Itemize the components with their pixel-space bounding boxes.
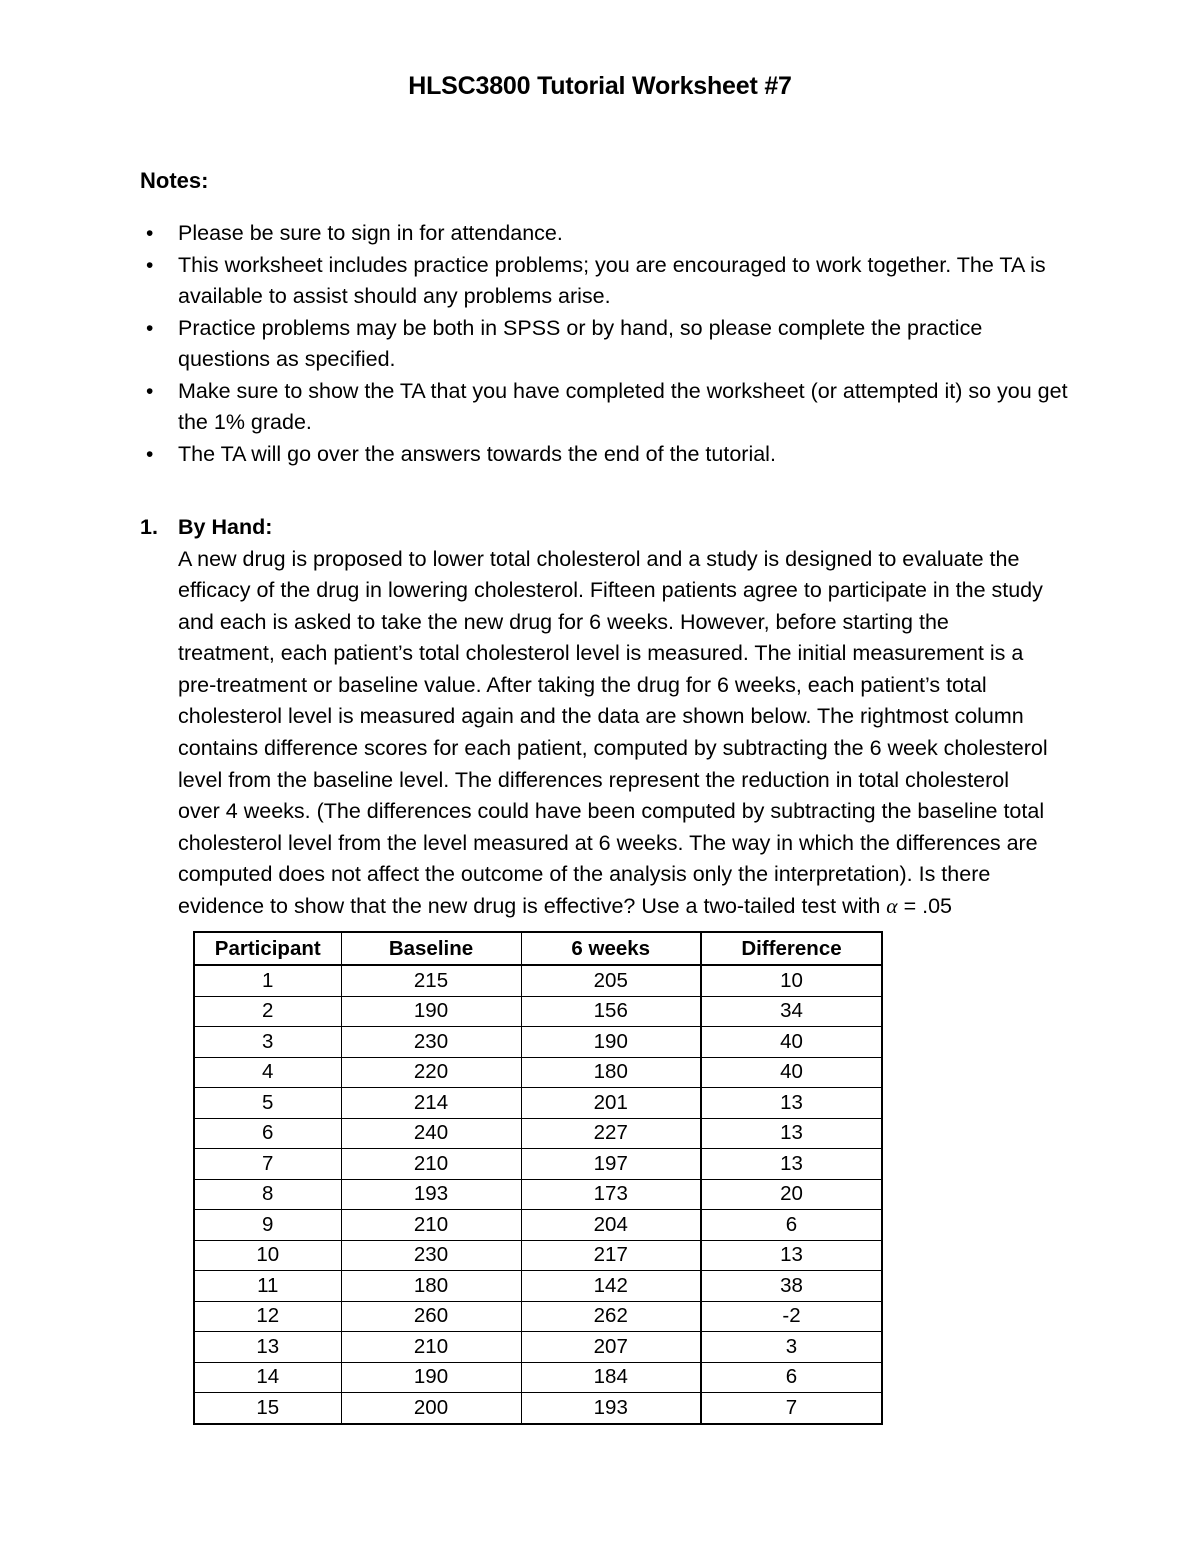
notes-bullet-item — [140, 218, 1070, 250]
table-row — [194, 996, 882, 1027]
table-column-header: Difference — [701, 932, 882, 965]
table-row — [194, 1362, 882, 1393]
table-row — [194, 1210, 882, 1241]
table-cell: 10 — [701, 965, 882, 996]
table-cell: 12 — [194, 1301, 341, 1332]
table-cell: 5 — [194, 1088, 341, 1119]
table-cell: 180 — [341, 1271, 521, 1302]
notes-bullet-text: This worksheet includes practice problems; you are encouraged to work together. The TA is available to assist should any problems arise. — [178, 252, 1046, 308]
question-number: 1. — [140, 515, 158, 539]
table-cell: 142 — [521, 1271, 701, 1302]
notes-bullet-list — [140, 218, 1070, 470]
table-cell: 204 — [521, 1210, 701, 1241]
table-cell: 6 — [701, 1362, 882, 1393]
table-row — [194, 1118, 882, 1149]
table-cell: 13 — [194, 1332, 341, 1363]
table-row — [194, 1027, 882, 1058]
table-cell: 184 — [521, 1362, 701, 1393]
table-cell: 200 — [341, 1393, 521, 1424]
question-line: level from the baseline level. The differences represent the reduction in total cholesterol — [178, 767, 1010, 792]
notes-bullet-text: Practice problems may be both in SPSS or by hand, so please complete the practice questions as specified. — [178, 315, 983, 371]
table-cell: 40 — [701, 1057, 882, 1088]
table-cell: 2 — [194, 996, 341, 1027]
question-line: A new drug is proposed to lower total cholesterol and a study is designed to evaluate the — [178, 546, 1020, 571]
notes-bullet-item — [140, 376, 1070, 439]
table-cell: 210 — [341, 1149, 521, 1180]
table-cell: 207 — [521, 1332, 701, 1363]
notes-bullet-text: The TA will go over the answers towards the end of the tutorial. — [178, 441, 776, 466]
question-line: and each is asked to take the new drug for 6 weeks. However, before starting the — [178, 609, 949, 634]
table-cell: 201 — [521, 1088, 701, 1119]
table-cell: -2 — [701, 1301, 882, 1332]
table-cell: 210 — [341, 1332, 521, 1363]
table-column-header: Participant — [194, 932, 341, 965]
table-cell: 13 — [701, 1118, 882, 1149]
bullet-dot-icon: • — [146, 442, 154, 466]
question-line-alpha — [178, 891, 1080, 923]
table-cell: 230 — [341, 1027, 521, 1058]
table-row — [194, 965, 882, 996]
table-row — [194, 1301, 882, 1332]
table-row — [194, 1088, 882, 1119]
question-line: contains difference scores for each patient, computed by subtracting the 6 week cholesterol — [178, 736, 1048, 761]
table-cell: 210 — [341, 1210, 521, 1241]
notes-bullet-text: Make sure to show the TA that you have completed the worksheet (or attempted it) so you get the 1% grade. — [178, 378, 1068, 434]
table-cell: 6 — [194, 1118, 341, 1149]
question-line: computed does not affect the outcome of the analysis only the interpretation). Is there — [178, 862, 991, 887]
table-cell: 217 — [521, 1240, 701, 1271]
table-row — [194, 1332, 882, 1363]
table-row — [194, 1240, 882, 1271]
table-cell: 7 — [701, 1393, 882, 1424]
table-cell: 13 — [701, 1149, 882, 1180]
table-row — [194, 1393, 882, 1424]
page-title: HLSC3800 Tutorial Worksheet #7 — [408, 72, 792, 100]
table-cell: 262 — [521, 1301, 701, 1332]
question-block — [140, 512, 1080, 923]
question-body — [178, 544, 1080, 923]
table-cell: 190 — [341, 996, 521, 1027]
cholesterol-data-table — [193, 931, 881, 1425]
question-line-prefix: evidence to show that the new drug is effective? Use a two-tailed test with — [178, 894, 887, 919]
table-cell: 9 — [194, 1210, 341, 1241]
question-line: efficacy of the drug in lowering cholesterol. Fifteen patients agree to participate in the study — [178, 578, 1043, 603]
bullet-dot-icon: • — [146, 253, 154, 277]
table-cell: 173 — [521, 1179, 701, 1210]
table-cell: 13 — [701, 1240, 882, 1271]
table-cell: 193 — [521, 1393, 701, 1424]
table-cell: 214 — [341, 1088, 521, 1119]
table-cell: 10 — [194, 1240, 341, 1271]
table-cell: 6 — [701, 1210, 882, 1241]
table-cell: 40 — [701, 1027, 882, 1058]
table-cell: 3 — [194, 1027, 341, 1058]
table-column-header: 6 weeks — [521, 932, 701, 965]
question-line: treatment, each patient’s total cholesterol level is measured. The initial measurement is a — [178, 641, 1024, 666]
table-cell: 190 — [521, 1027, 701, 1058]
table-cell: 8 — [194, 1179, 341, 1210]
question-line: cholesterol level is measured again and the data are shown below. The rightmost column — [178, 704, 1024, 729]
question-line: cholesterol level from the level measured at 6 weeks. The way in which the differences are — [178, 830, 1038, 855]
table-cell: 156 — [521, 996, 701, 1027]
table-cell: 190 — [341, 1362, 521, 1393]
table-cell: 15 — [194, 1393, 341, 1424]
table-cell: 3 — [701, 1332, 882, 1363]
table-cell: 1 — [194, 965, 341, 996]
table-cell: 260 — [341, 1301, 521, 1332]
table-cell: 7 — [194, 1149, 341, 1180]
table-cell: 34 — [701, 996, 882, 1027]
question-line: over 4 weeks. (The differences could have been computed by subtracting the baseline total — [178, 799, 1045, 824]
table-row — [194, 1179, 882, 1210]
question-line: pre-treatment or baseline value. After taking the drug for 6 weeks, each patient’s total — [178, 672, 987, 697]
notes-bullet-item — [140, 439, 1070, 471]
bullet-dot-icon: • — [146, 379, 154, 403]
table-cell: 180 — [521, 1057, 701, 1088]
bullet-dot-icon: • — [146, 316, 154, 340]
notes-bullet-item — [140, 313, 1070, 376]
table-cell: 14 — [194, 1362, 341, 1393]
notes-bullet-item — [140, 250, 1070, 313]
question-line-suffix: = .05 — [897, 894, 952, 919]
table-cell: 20 — [701, 1179, 882, 1210]
table-row — [194, 1271, 882, 1302]
table-cell: 11 — [194, 1271, 341, 1302]
table-cell: 227 — [521, 1118, 701, 1149]
table-row — [194, 1057, 882, 1088]
alpha-symbol: α — [886, 894, 898, 919]
table-cell: 13 — [701, 1088, 882, 1119]
table-cell: 215 — [341, 965, 521, 996]
table-column-header: Baseline — [341, 932, 521, 965]
table-cell: 197 — [521, 1149, 701, 1180]
table-cell: 4 — [194, 1057, 341, 1088]
table-cell: 220 — [341, 1057, 521, 1088]
table-header-row — [194, 932, 882, 965]
bullet-dot-icon: • — [146, 222, 154, 245]
table-cell: 193 — [341, 1179, 521, 1210]
notes-heading: Notes: — [140, 168, 209, 193]
notes-bullet-text: Please be sure to sign in for attendance. — [178, 221, 563, 245]
question-heading: By Hand: — [178, 515, 273, 539]
table-cell: 205 — [521, 965, 701, 996]
table-row — [194, 1149, 882, 1180]
table-cell: 230 — [341, 1240, 521, 1271]
table-cell: 38 — [701, 1271, 882, 1302]
table-cell: 240 — [341, 1118, 521, 1149]
